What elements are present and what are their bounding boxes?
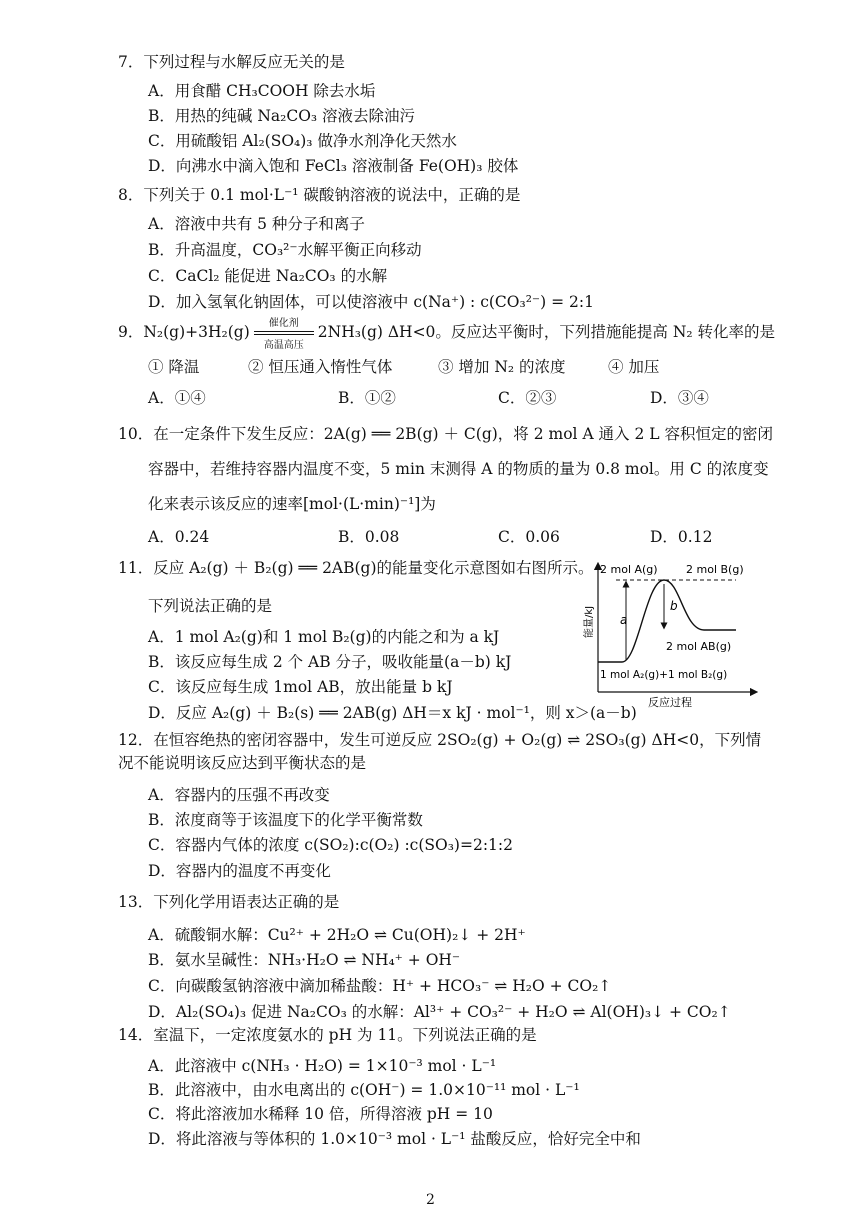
q14-option-c: C．将此溶液加水稀释 10 倍，所得溶液 pH = 10 — [148, 1105, 493, 1123]
q11-option-b: B．该反应每生成 2 个 AB 分子，吸收能量(a－b) kJ — [148, 653, 512, 671]
q8-option-d: D．加入氢氧化钠固体，可以使溶液中 c(Na⁺) : c(CO₃²⁻) = 2:1 — [148, 293, 594, 311]
q14-option-a: A．此溶液中 c(NH₃ · H₂O) = 1×10⁻³ mol · L⁻¹ — [148, 1057, 497, 1075]
q10-option-a: A．0.24 — [148, 528, 210, 546]
q9-measure-3: ③ 增加 N₂ 的浓度 — [438, 358, 566, 376]
q9-option-d: D．③④ — [650, 389, 709, 407]
q9-condition-label: 高温高压 — [263, 340, 304, 351]
q9-catalyst-label: 催化剂 — [268, 318, 299, 329]
q8-option-b: B．升高温度，CO₃²⁻水解平衡正向移动 — [148, 241, 422, 259]
q14-option-d: D．将此溶液与等体积的 1.0×10⁻³ mol · L⁻¹ 盐酸反应，恰好完全中和 — [148, 1130, 641, 1148]
q11-energy-diagram — [586, 560, 766, 710]
q13-option-c: C．向碳酸氢钠溶液中滴加稀盐酸：H⁺ + HCO₃⁻ ⇌ H₂O + CO₂↑ — [148, 977, 612, 995]
q9-reactants: 9．N₂(g)+3H₂(g) — [118, 323, 250, 341]
page-number: 2 — [426, 1192, 435, 1208]
q11-stem: 11．反应 A₂(g) ＋ B₂(g) ══ 2AB(g)的能量变化示意图如右图所示。 — [118, 559, 594, 577]
q9-arrow-top-line — [254, 331, 314, 332]
q8-option-a: A．溶液中共有 5 种分子和离子 — [148, 215, 365, 233]
diagram-reactant-label: 1 mol A₂(g)+1 mol B₂(g) — [600, 669, 728, 681]
q9-option-a: A．①④ — [148, 389, 206, 407]
q12-option-c: C．容器内气体的浓度 c(SO₂):c(O₂) :c(SO₃)=2:1:2 — [148, 836, 513, 854]
q13-stem: 13．下列化学用语表达正确的是 — [118, 893, 340, 911]
diagram-product-label: 2 mol AB(g) — [666, 640, 732, 653]
q7-option-c: C．用硫酸铝 Al₂(SO₄)₃ 做净水剂净化天然水 — [148, 132, 457, 150]
q9-option-b: B．①② — [338, 389, 396, 407]
diagram-top-right-label: 2 mol B(g) — [686, 563, 744, 576]
q9-option-c: C．②③ — [498, 389, 557, 407]
q9-products: 2NH₃(g) ΔH<0。反应达平衡时，下列措施能提高 N₂ 转化率的是 — [317, 323, 776, 341]
q8-option-c: C．CaCl₂ 能促进 Na₂CO₃ 的水解 — [148, 267, 388, 285]
q10-option-b: B．0.08 — [338, 528, 400, 546]
q7-option-b: B．用热的纯碱 Na₂CO₃ 溶液去除油污 — [148, 107, 416, 125]
q9-stem — [118, 318, 776, 351]
q12-option-a: A．容器内的压强不再改变 — [148, 786, 330, 804]
q14-option-b: B．此溶液中，由水电离出的 c(OH⁻) = 1.0×10⁻¹¹ mol · L⁻¹ — [148, 1081, 580, 1099]
q7-option-a: A．用食醋 CH₃COOH 除去水垢 — [148, 82, 376, 100]
q7-option-d: D．向沸水中滴入饱和 FeCl₃ 溶液制备 Fe(OH)₃ 胶体 — [148, 157, 519, 175]
q10-option-d: D．0.12 — [650, 528, 713, 546]
diagram-y-label: 能量/kJ — [584, 605, 595, 638]
q9-measure-4: ④ 加压 — [608, 358, 660, 376]
q10-option-c: C．0.06 — [498, 528, 560, 546]
q12-line-2: 况不能说明该反应达到平衡状态的是 — [118, 754, 367, 772]
q14-stem: 14．室温下，一定浓度氨水的 pH 为 11。下列说法正确的是 — [118, 1026, 537, 1044]
diagram-label-b: b — [670, 599, 678, 613]
diagram-top-left-label: 2 mol A(g) — [600, 563, 658, 576]
q9-measure-2: ② 恒压通入惰性气体 — [248, 358, 393, 376]
q11-sub: 下列说法正确的是 — [148, 597, 273, 615]
q10-line-2: 容器中，若维持容器内温度不变，5 min 末测得 A 的物质的量为 0.8 mol。用 C 的浓度变 — [148, 460, 769, 478]
q13-option-b: B．氨水呈碱性：NH₃·H₂O ⇌ NH₄⁺ + OH⁻ — [148, 951, 461, 969]
q12-line-1: 12．在恒容绝热的密闭容器中，发生可逆反应 2SO₂(g) + O₂(g) ⇌ 2SO₃(g) ΔH<0，下列情 — [118, 731, 762, 749]
q7-stem: 7．下列过程与水解反应无关的是 — [118, 53, 345, 71]
q12-option-b: B．浓度商等于该温度下的化学平衡常数 — [148, 811, 423, 829]
q9-measure-1: ① 降温 — [148, 358, 200, 376]
q11-option-c: C．该反应每生成 1mol AB，放出能量 b kJ — [148, 678, 453, 696]
q10-line-3: 化来表示该反应的速率[mol·(L·min)⁻¹]为 — [148, 495, 436, 513]
q11-option-d: D．反应 A₂(g) ＋ B₂(s) ══ 2AB(g) ΔH＝x kJ · mol⁻¹，则 x＞(a－b) — [148, 704, 637, 722]
q11-option-a: A．1 mol A₂(g)和 1 mol B₂(g)的内能之和为 a kJ — [148, 628, 500, 646]
q9-arrow-bottom-line — [254, 334, 314, 335]
q9-reaction-arrow — [252, 318, 316, 351]
q13-option-d: D．Al₂(SO₄)₃ 促进 Na₂CO₃ 的水解：Al³⁺ + CO₃²⁻ + H₂O ⇌ Al(OH)₃↓ + CO₂↑ — [148, 1003, 731, 1021]
q12-option-d: D．容器内的温度不再变化 — [148, 862, 331, 880]
diagram-x-label: 反应过程 — [648, 696, 692, 709]
diagram-label-a: a — [620, 613, 628, 627]
q13-option-a: A．硫酸铜水解：Cu²⁺ + 2H₂O ⇌ Cu(OH)₂↓ + 2H⁺ — [148, 926, 526, 944]
q8-stem: 8．下列关于 0.1 mol·L⁻¹ 碳酸钠溶液的说法中，正确的是 — [118, 186, 521, 204]
q10-line-1: 10．在一定条件下发生反应：2A(g) ══ 2B(g) ＋ C(g)，将 2 mol A 通入 2 L 容积恒定的密闭 — [118, 425, 773, 443]
